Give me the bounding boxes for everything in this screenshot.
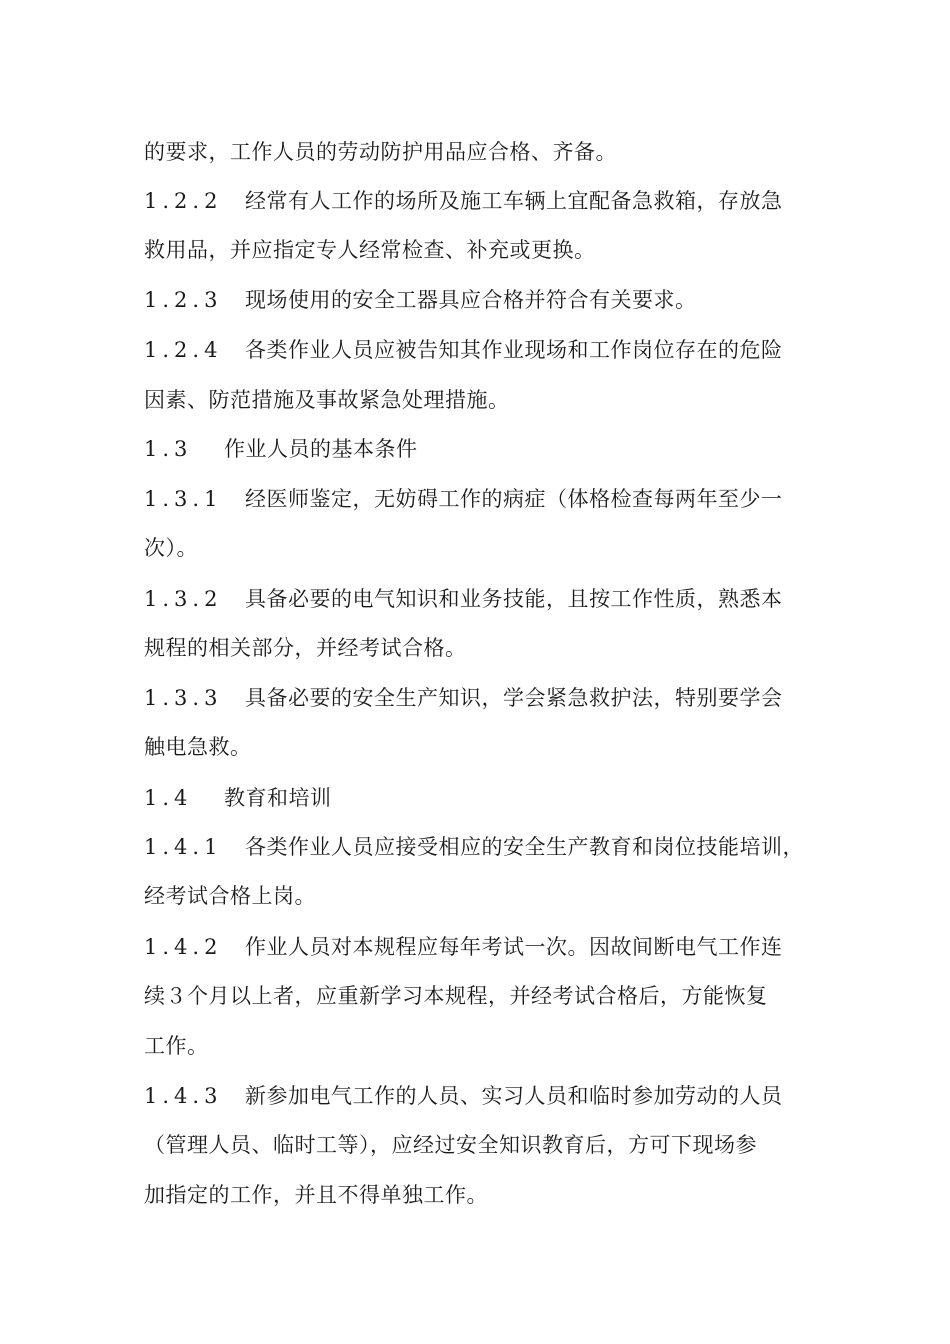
line-text: 现场使用的安全工器具应合格并符合有关要求。 (245, 288, 697, 312)
clause-number: 1.3.2 (144, 587, 223, 611)
section-1-3-heading (144, 429, 418, 469)
text-line (144, 380, 510, 420)
section-number: 1.4 (144, 786, 193, 810)
line-text: 工作。 (144, 1034, 209, 1058)
clause-number: 1.2.2 (144, 189, 223, 213)
clause-1-4-3 (144, 1076, 783, 1116)
line-text: 触电急救。 (144, 735, 252, 759)
line-text: 次）。 (144, 536, 198, 560)
section-title: 教育和培训 (224, 786, 332, 810)
line-text: 各类作业人员应接受相应的安全生产教育和岗位技能培训， (245, 835, 804, 859)
line-text: 续３个月以上者，应重新学习本规程，并经考试合格后，方能恢复 (144, 984, 768, 1008)
section-1-4-heading (144, 778, 332, 818)
text-line (144, 132, 617, 172)
clause-number: 1.2.3 (144, 288, 223, 312)
text-line (144, 976, 768, 1016)
text-line (144, 1175, 488, 1215)
line-text: 救用品，并应指定专人经常检查、补充或更换。 (144, 238, 596, 262)
clause-number: 1.2.4 (144, 338, 223, 362)
text-line (144, 528, 198, 568)
clause-1-3-1 (144, 479, 783, 519)
clause-number: 1.3.3 (144, 686, 223, 710)
line-text: 经医师鉴定，无妨碍工作的病症（体格检查每两年至少一 (245, 487, 783, 511)
line-text: 的要求，工作人员的劳动防护用品应合格、齐备。 (144, 140, 617, 164)
text-line (144, 876, 316, 916)
text-line (144, 1026, 209, 1066)
line-text: 加指定的工作，并且不得单独工作。 (144, 1183, 488, 1207)
section-number: 1.3 (144, 437, 193, 461)
text-line (144, 628, 467, 668)
text-line (144, 727, 252, 767)
clause-1-3-3 (144, 678, 783, 718)
line-text: 作业人员对本规程应每年考试一次。因故间断电气工作连 (245, 935, 783, 959)
clause-number: 1.3.1 (144, 487, 223, 511)
section-title: 作业人员的基本条件 (224, 437, 418, 461)
clause-number: 1.4.3 (144, 1084, 223, 1108)
line-text: 经常有人工作的场所及施工车辆上宜配备急救箱，存放急 (245, 189, 783, 213)
line-text: 经考试合格上岗。 (144, 884, 316, 908)
clause-number: 1.4.1 (144, 835, 223, 859)
line-text: 新参加电气工作的人员、实习人员和临时参加劳动的人员 (245, 1084, 783, 1108)
text-line (144, 230, 596, 270)
clause-number: 1.4.2 (144, 935, 223, 959)
line-text: （管理人员、临时工等），应经过安全知识教育后，方可下现场参 (144, 1133, 757, 1157)
line-text: 因素、防范措施及事故紧急处理措施。 (144, 388, 510, 412)
line-text: 各类作业人员应被告知其作业现场和工作岗位存在的危险 (245, 338, 783, 362)
clause-1-3-2 (144, 579, 783, 619)
clause-1-2-3 (144, 280, 697, 320)
line-text: 规程的相关部分，并经考试合格。 (144, 636, 467, 660)
clause-1-2-2 (144, 181, 783, 221)
line-text: 具备必要的电气知识和业务技能，且按工作性质，熟悉本 (245, 587, 783, 611)
clause-1-4-2 (144, 927, 783, 967)
clause-1-4-1 (144, 827, 804, 867)
clause-1-2-4 (144, 330, 783, 370)
text-line (144, 1125, 757, 1165)
line-text: 具备必要的安全生产知识，学会紧急救护法，特别要学会 (245, 686, 783, 710)
